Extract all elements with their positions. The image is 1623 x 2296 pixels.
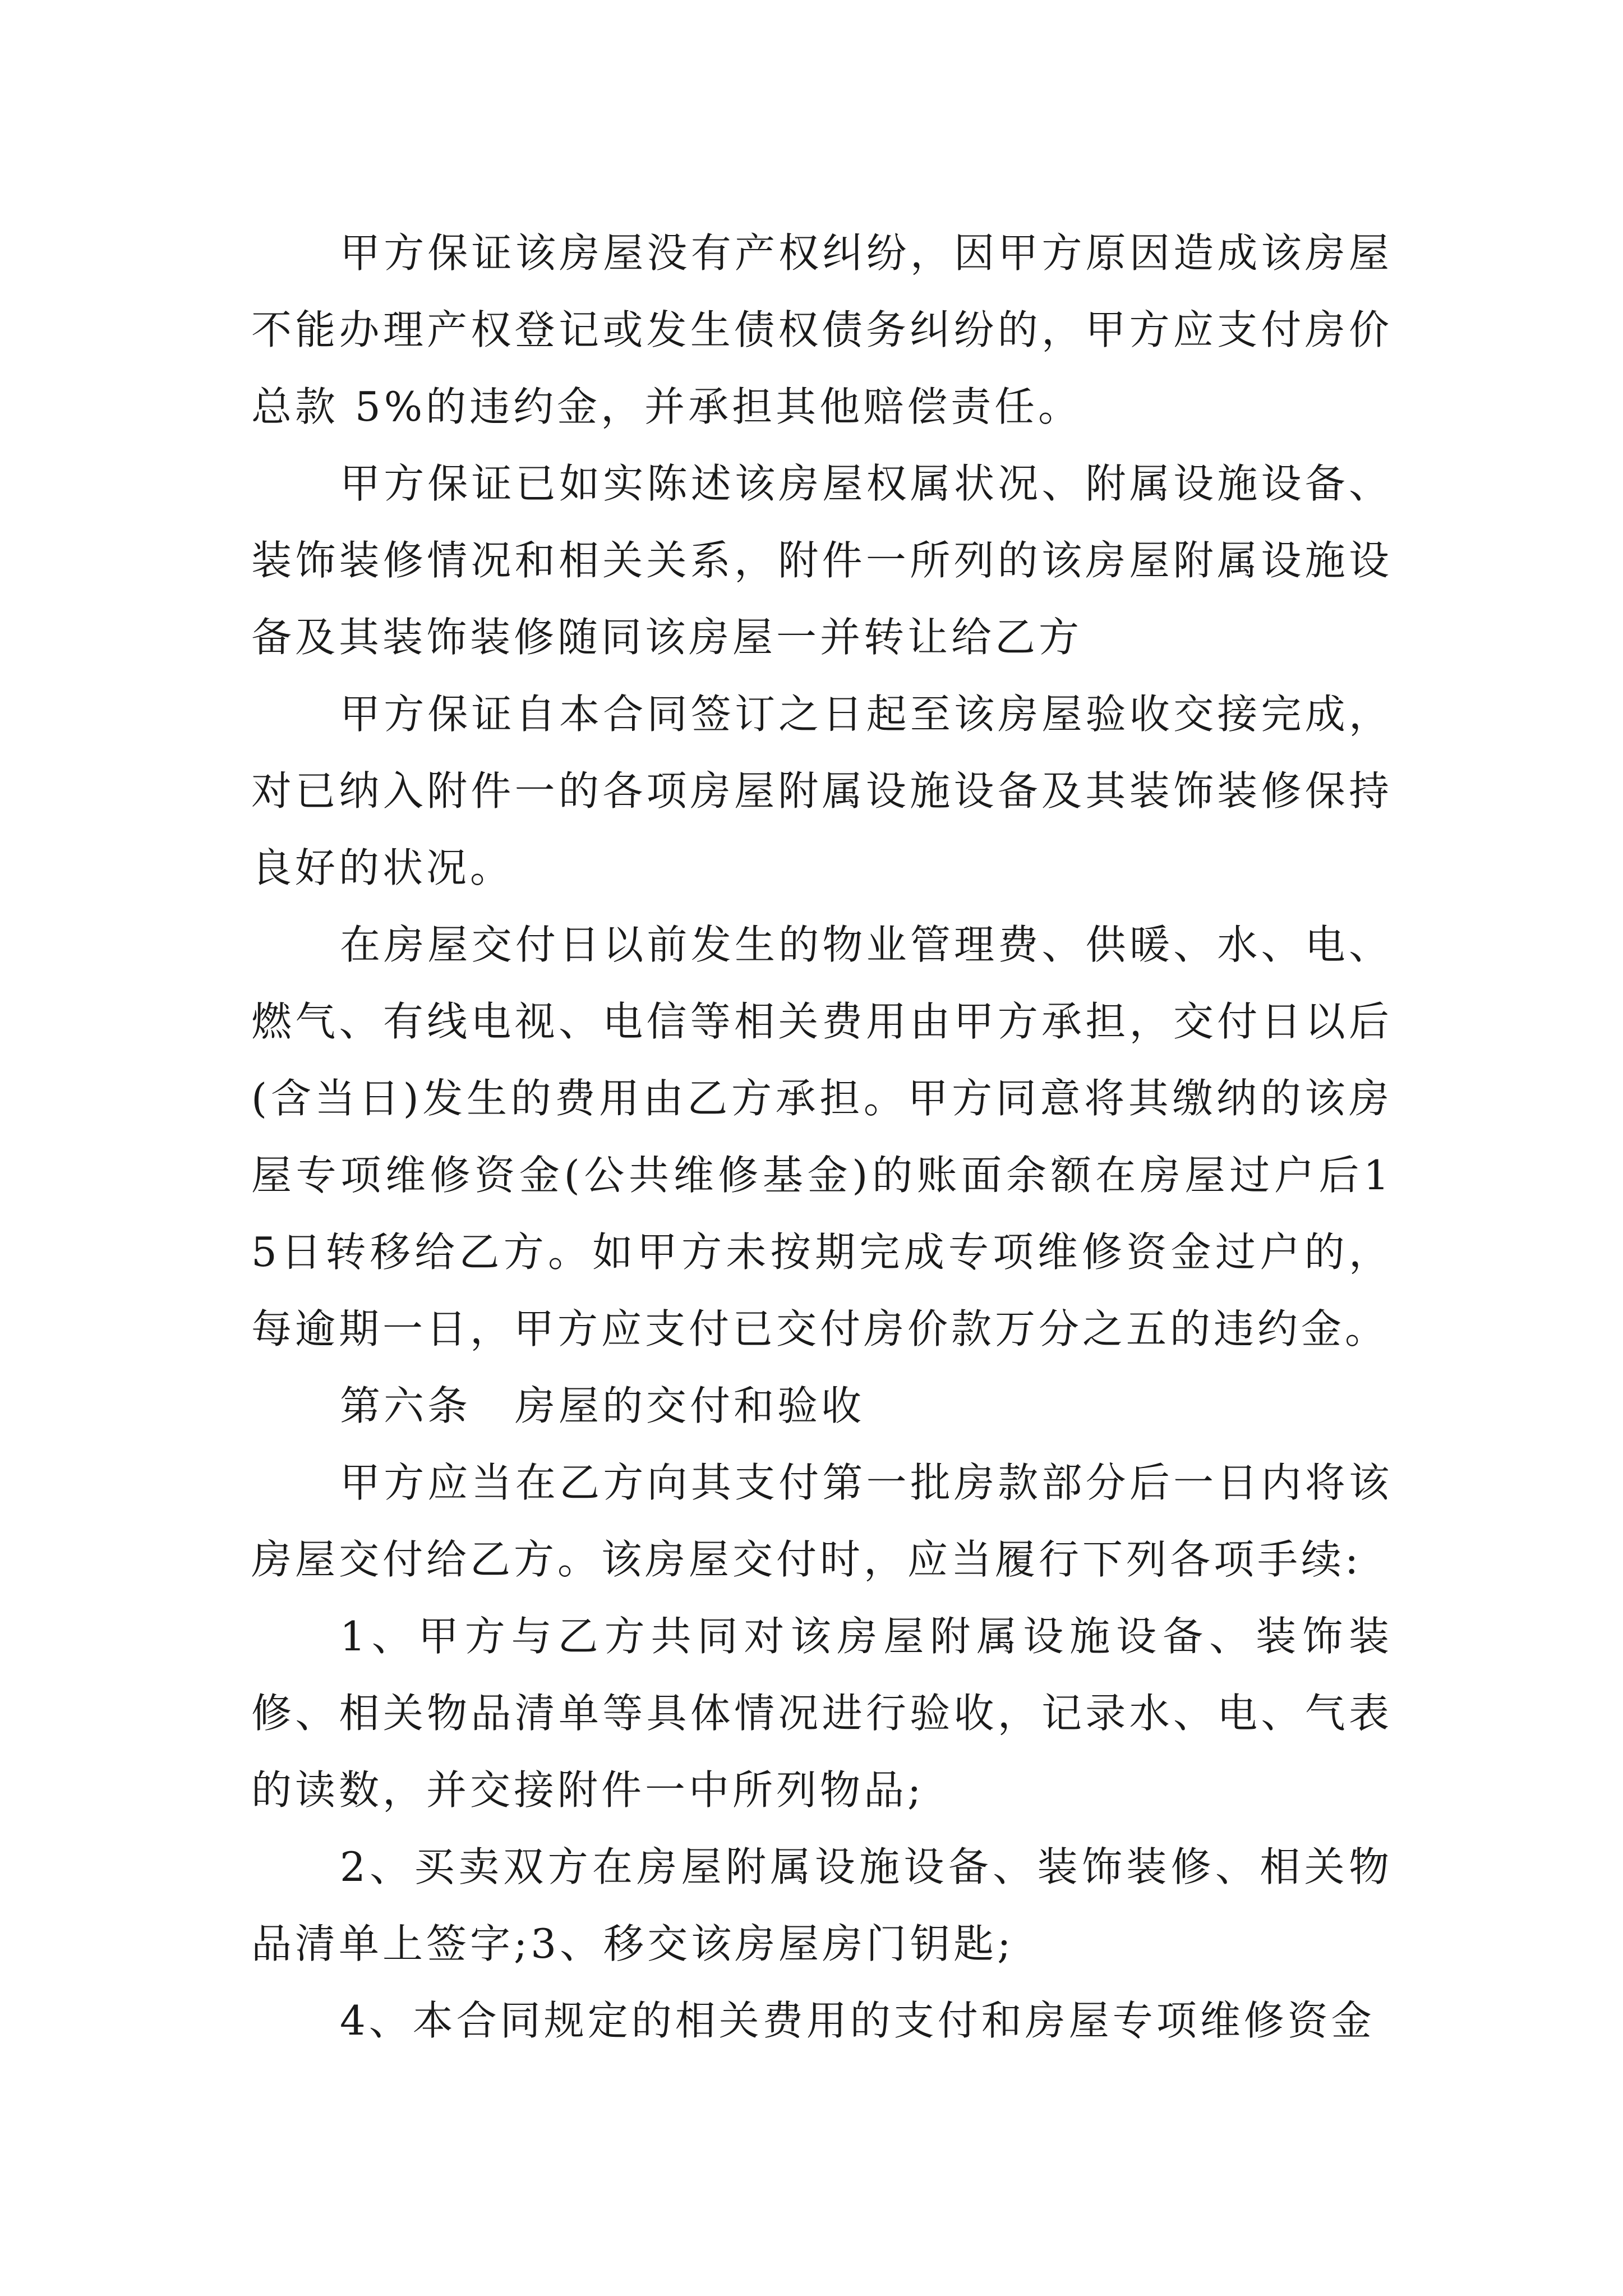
contract-body <box>251 215 1393 2059</box>
paragraph-facilities-statement: 甲方保证已如实陈述该房屋权属状况、附属设施设备、装饰装修情况和相关关系，附件一所列的该房屋附属设施设备及其装饰装修随同该房屋一并转让给乙方 <box>251 460 1393 661</box>
paragraph-delivery-terms: 甲方应当在乙方向其支付第一批房款部分后一日内将该房屋交付给乙方。该房屋交付时，应当履行下列各项手续: <box>251 1459 1393 1583</box>
list-item-payment: 4、本合同规定的相关费用的支付和房屋专项维修资金 <box>340 1997 1375 2044</box>
article-six-heading: 第六条 房屋的交付和验收 <box>340 1382 865 1429</box>
paragraph-condition-guarantee: 甲方保证自本合同签订之日起至该房屋验收交接完成，对已纳入附件一的各项房屋附属设施设备及其装饰装修保持良好的状况。 <box>251 691 1393 891</box>
list-item-signing: 2、买卖双方在房屋附属设施设备、装饰装修、相关物品清单上签字;3、移交该房屋房门钥匙; <box>251 1843 1393 1967</box>
list-item-inspection: 1、甲方与乙方共同对该房屋附属设施设备、装饰装修、相关物品清单等具体情况进行验收，记录水、电、气表的读数，并交接附件一中所列物品; <box>251 1613 1393 1814</box>
paragraph-fees-allocation: 在房屋交付日以前发生的物业管理费、供暖、水、电、燃气、有线电视、电信等相关费用由甲方承担，交付日以后(含当日)发生的费用由乙方承担。甲方同意将其缴纳的该房屋专项维修资金(公共维修基金)的账面余额在房屋过户后15日转移给乙方。如甲方未按期完成专项维修资金过户的，每逾期一日，甲方应支付已交付房价款万分之五的违约金。 <box>251 921 1393 1352</box>
paragraph-ownership-guarantee: 甲方保证该房屋没有产权纠纷，因甲方原因造成该房屋不能办理产权登记或发生债权债务纠纷的，甲方应支付房价总款 5%的违约金，并承担其他赔偿责任。 <box>251 229 1393 430</box>
